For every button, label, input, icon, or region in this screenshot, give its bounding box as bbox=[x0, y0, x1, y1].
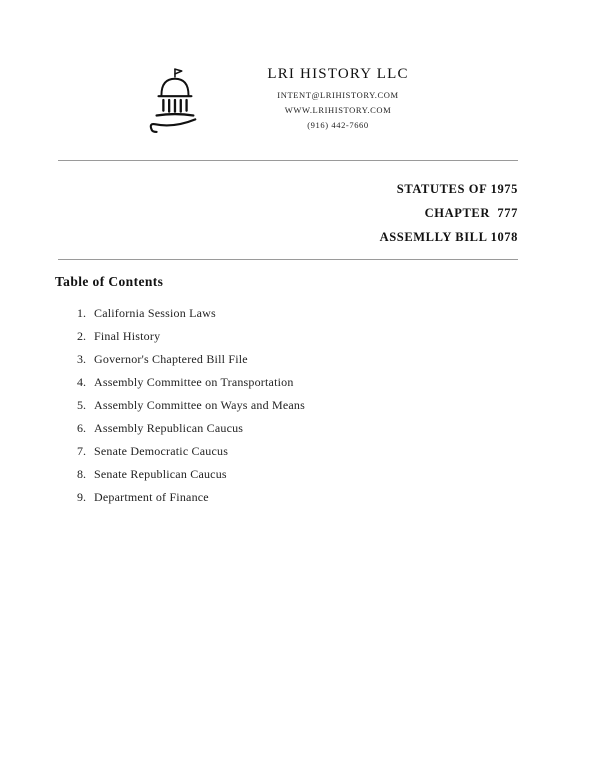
toc-item bbox=[70, 463, 600, 486]
company-website: WWW.LRIHISTORY.COM bbox=[284, 105, 392, 115]
bill-reference-block bbox=[0, 177, 518, 249]
toc-item-number: 6. bbox=[77, 421, 86, 435]
toc-item bbox=[70, 486, 600, 509]
toc-item-label: Assembly Republican Caucus bbox=[94, 421, 244, 435]
assembly-bill-line: ASSEMLLY BILL 1078 bbox=[379, 230, 518, 244]
toc-item-label: Governor's Chaptered Bill File bbox=[94, 352, 248, 366]
toc-item-label: California Session Laws bbox=[94, 306, 216, 320]
toc-item bbox=[70, 325, 600, 348]
toc-item-number: 8. bbox=[77, 467, 86, 481]
chapter-line: CHAPTER 777 bbox=[424, 206, 518, 220]
statutes-line: STATUTES OF 1975 bbox=[396, 182, 518, 196]
toc-item-label: Senate Democratic Caucus bbox=[94, 444, 229, 458]
toc-item-label: Assembly Committee on Transportation bbox=[94, 375, 294, 389]
toc-item bbox=[70, 417, 600, 440]
toc-title: Table of Contents bbox=[55, 274, 164, 289]
toc-item bbox=[70, 302, 600, 325]
company-email: INTENT@LRIHISTORY.COM bbox=[277, 90, 399, 100]
letterhead bbox=[145, 0, 600, 136]
capitol-dome-logo-icon bbox=[145, 66, 203, 136]
toc-item-number: 1. bbox=[77, 306, 86, 320]
toc-item bbox=[70, 394, 600, 417]
toc-item-number: 4. bbox=[77, 375, 86, 389]
horizontal-rule-top bbox=[58, 160, 518, 161]
toc-item-label: Assembly Committee on Ways and Means bbox=[94, 398, 305, 412]
toc-item-number: 9. bbox=[77, 490, 86, 504]
toc-item bbox=[70, 348, 600, 371]
toc-item-number: 5. bbox=[77, 398, 86, 412]
toc-item-label: Final History bbox=[94, 329, 161, 343]
letterhead-text bbox=[233, 66, 443, 132]
toc-item-label: Department of Finance bbox=[94, 490, 209, 504]
toc-item bbox=[70, 440, 600, 463]
toc-item bbox=[70, 371, 600, 394]
toc-item-number: 3. bbox=[77, 352, 86, 366]
toc-list bbox=[0, 302, 600, 509]
toc-item-label: Senate Republican Caucus bbox=[94, 467, 227, 481]
company-phone: (916) 442-7660 bbox=[307, 120, 369, 130]
toc-item-number: 2. bbox=[77, 329, 86, 343]
horizontal-rule-bottom bbox=[58, 259, 518, 260]
toc-item-number: 7. bbox=[77, 444, 86, 458]
company-name: LRI HISTORY LLC bbox=[267, 66, 409, 82]
